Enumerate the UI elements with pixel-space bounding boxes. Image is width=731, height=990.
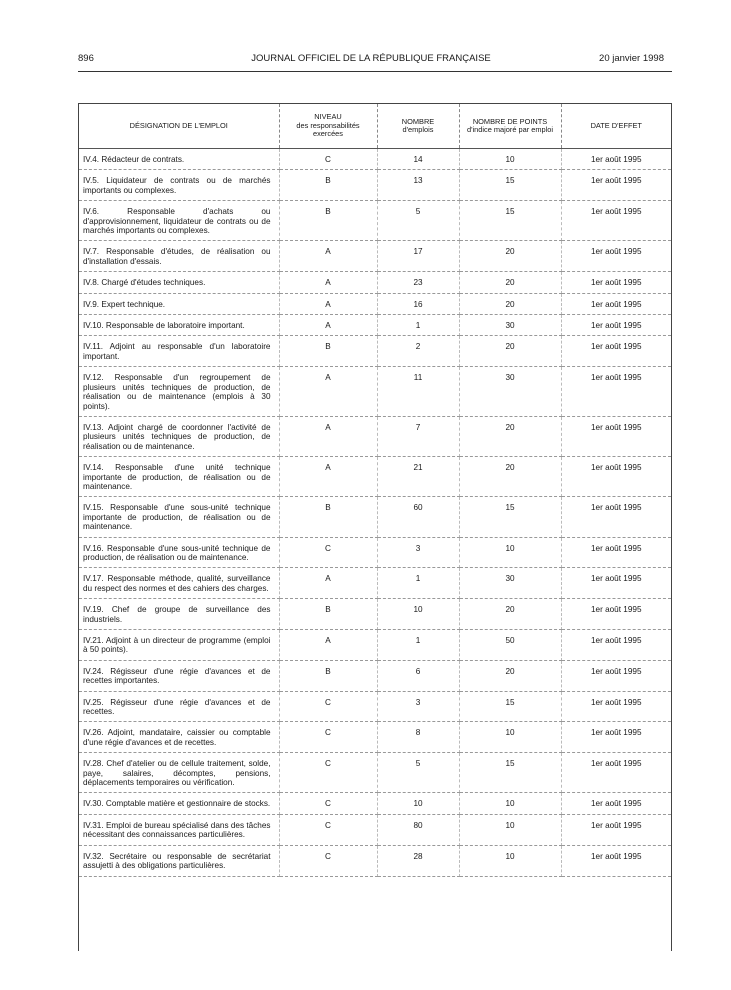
designation-cell: IV.32. Secrétaire ou responsable de secrétariat assujetti à des obligations particulières.	[79, 845, 279, 876]
points-cell: 20	[459, 660, 561, 691]
date-effet-cell: 1er août 1995	[561, 599, 671, 630]
nombre-cell: 14	[377, 149, 459, 170]
date-effet-cell: 1er août 1995	[561, 336, 671, 367]
designation-cell: IV.28. Chef d'atelier ou de cellule traitement, solde, paye, salaires, décomptes, pensions, déplacements temporaires ou vérification.	[79, 753, 279, 793]
column-header-designation-label: DÉSIGNATION DE L'EMPLOI	[129, 120, 228, 130]
table-row	[79, 845, 671, 876]
niveau-cell: A	[279, 568, 377, 599]
niveau-cell: A	[279, 457, 377, 497]
points-cell: 15	[459, 170, 561, 201]
points-cell: 15	[459, 753, 561, 793]
column-header-points	[459, 104, 561, 149]
date-effet-cell: 1er août 1995	[561, 660, 671, 691]
table-row	[79, 753, 671, 793]
points-cell: 15	[459, 691, 561, 722]
designation-cell: IV.12. Responsable d'un regroupement de plusieurs unités techniques de production, de réalisation ou de maintenance (emplois à 30 points).	[79, 367, 279, 417]
niveau-cell: B	[279, 599, 377, 630]
date-effet-cell: 1er août 1995	[561, 753, 671, 793]
niveau-cell: A	[279, 630, 377, 661]
points-cell: 10	[459, 537, 561, 568]
date-effet-cell: 1er août 1995	[561, 497, 671, 537]
table-row	[79, 170, 671, 201]
date-effet-cell: 1er août 1995	[561, 367, 671, 417]
niveau-cell: C	[279, 845, 377, 876]
designation-cell: IV.9. Expert technique.	[79, 293, 279, 314]
nombre-cell: 1	[377, 630, 459, 661]
emplois-table	[79, 104, 671, 877]
points-cell: 10	[459, 793, 561, 814]
points-cell: 50	[459, 630, 561, 661]
date-effet-cell: 1er août 1995	[561, 691, 671, 722]
date-effet-cell: 1er août 1995	[561, 722, 671, 753]
date-effet-cell: 1er août 1995	[561, 201, 671, 241]
niveau-cell: A	[279, 315, 377, 336]
table-row	[79, 568, 671, 599]
column-header-designation	[79, 104, 279, 149]
points-cell: 10	[459, 814, 561, 845]
niveau-cell: A	[279, 367, 377, 417]
niveau-cell: B	[279, 336, 377, 367]
table-row	[79, 630, 671, 661]
date-effet-cell: 1er août 1995	[561, 568, 671, 599]
designation-cell: IV.26. Adjoint, mandataire, caissier ou comptable d'une régie d'avances et de recettes.	[79, 722, 279, 753]
nombre-cell: 80	[377, 814, 459, 845]
points-cell: 20	[459, 272, 561, 293]
designation-cell: IV.16. Responsable d'une sous-unité technique de production, de réalisation ou de maintenance.	[79, 537, 279, 568]
date-effet-cell: 1er août 1995	[561, 630, 671, 661]
points-cell: 20	[459, 241, 561, 272]
niveau-cell: B	[279, 201, 377, 241]
nombre-cell: 11	[377, 367, 459, 417]
table-row	[79, 457, 671, 497]
journal-title: JOURNAL OFFICIEL DE LA RÉPUBLIQUE FRANÇAISE	[251, 53, 491, 64]
publication-date: 20 janvier 1998	[599, 53, 664, 64]
designation-cell: IV.11. Adjoint au responsable d'un laboratoire important.	[79, 336, 279, 367]
nombre-cell: 2	[377, 336, 459, 367]
nombre-cell: 3	[377, 537, 459, 568]
date-effet-cell: 1er août 1995	[561, 537, 671, 568]
column-header-niveau-sub: des responsabilités exercées	[296, 120, 360, 139]
table-row	[79, 814, 671, 845]
table-row	[79, 793, 671, 814]
nombre-cell: 10	[377, 599, 459, 630]
table-row	[79, 416, 671, 456]
points-cell: 30	[459, 367, 561, 417]
nombre-cell: 1	[377, 568, 459, 599]
designation-cell: IV.7. Responsable d'études, de réalisation ou d'installation d'essais.	[79, 241, 279, 272]
table-row	[79, 537, 671, 568]
niveau-cell: A	[279, 272, 377, 293]
designation-cell: IV.10. Responsable de laboratoire important.	[79, 315, 279, 336]
emplois-table-frame	[78, 103, 672, 951]
nombre-cell: 5	[377, 753, 459, 793]
points-cell: 15	[459, 201, 561, 241]
points-cell: 15	[459, 497, 561, 537]
date-effet-cell: 1er août 1995	[561, 814, 671, 845]
nombre-cell: 21	[377, 457, 459, 497]
date-effet-cell: 1er août 1995	[561, 457, 671, 497]
points-cell: 20	[459, 336, 561, 367]
nombre-cell: 6	[377, 660, 459, 691]
designation-cell: IV.31. Emploi de bureau spécialisé dans des tâches nécessitant des connaissances particulières.	[79, 814, 279, 845]
designation-cell: IV.4. Rédacteur de contrats.	[79, 149, 279, 170]
column-header-niveau-title: NIVEAU	[314, 112, 342, 122]
points-cell: 30	[459, 315, 561, 336]
nombre-cell: 7	[377, 416, 459, 456]
table-row	[79, 660, 671, 691]
date-effet-cell: 1er août 1995	[561, 793, 671, 814]
column-header-date-effet-label: DATE D'EFFET	[590, 120, 642, 130]
table-row	[79, 691, 671, 722]
niveau-cell: A	[279, 241, 377, 272]
points-cell: 10	[459, 149, 561, 170]
nombre-cell: 8	[377, 722, 459, 753]
header-rule	[78, 71, 672, 72]
nombre-cell: 10	[377, 793, 459, 814]
points-cell: 20	[459, 457, 561, 497]
points-cell: 20	[459, 416, 561, 456]
niveau-cell: C	[279, 793, 377, 814]
designation-cell: IV.21. Adjoint à un directeur de programme (emploi à 50 points).	[79, 630, 279, 661]
column-header-nombre-title: NOMBRE	[401, 116, 435, 126]
date-effet-cell: 1er août 1995	[561, 149, 671, 170]
niveau-cell: B	[279, 170, 377, 201]
points-cell: 10	[459, 845, 561, 876]
table-body	[79, 149, 671, 877]
niveau-cell: C	[279, 537, 377, 568]
designation-cell: IV.6. Responsable d'achats ou d'approvisionnement, liquidateur de contrats ou de marchés importants ou complexes.	[79, 201, 279, 241]
nombre-cell: 13	[377, 170, 459, 201]
nombre-cell: 16	[377, 293, 459, 314]
date-effet-cell: 1er août 1995	[561, 845, 671, 876]
niveau-cell: C	[279, 814, 377, 845]
niveau-cell: A	[279, 416, 377, 456]
points-cell: 30	[459, 568, 561, 599]
column-header-date-effet	[561, 104, 671, 149]
designation-cell: IV.15. Responsable d'une sous-unité technique importante de production, de réalisation ou de maintenance.	[79, 497, 279, 537]
table-row	[79, 722, 671, 753]
table-row	[79, 315, 671, 336]
niveau-cell: A	[279, 293, 377, 314]
designation-cell: IV.13. Adjoint chargé de coordonner l'activité de plusieurs unités techniques de production, de réalisation ou de maintenance.	[79, 416, 279, 456]
table-row	[79, 367, 671, 417]
designation-cell: IV.30. Comptable matière et gestionnaire de stocks.	[79, 793, 279, 814]
page-header	[78, 53, 664, 69]
table-row	[79, 293, 671, 314]
table-header-row	[79, 104, 671, 149]
table-row	[79, 201, 671, 241]
column-header-nombre-sub: d'emplois	[402, 125, 434, 134]
nombre-cell: 17	[377, 241, 459, 272]
table-row	[79, 149, 671, 170]
designation-cell: IV.19. Chef de groupe de surveillance des industriels.	[79, 599, 279, 630]
date-effet-cell: 1er août 1995	[561, 170, 671, 201]
points-cell: 20	[459, 599, 561, 630]
nombre-cell: 5	[377, 201, 459, 241]
designation-cell: IV.14. Responsable d'une unité technique importante de production, de réalisation ou de maintenance.	[79, 457, 279, 497]
date-effet-cell: 1er août 1995	[561, 293, 671, 314]
column-header-niveau	[279, 104, 377, 149]
nombre-cell: 1	[377, 315, 459, 336]
niveau-cell: B	[279, 497, 377, 537]
niveau-cell: C	[279, 149, 377, 170]
date-effet-cell: 1er août 1995	[561, 416, 671, 456]
niveau-cell: C	[279, 691, 377, 722]
nombre-cell: 3	[377, 691, 459, 722]
table-row	[79, 599, 671, 630]
niveau-cell: C	[279, 753, 377, 793]
table-row	[79, 272, 671, 293]
designation-cell: IV.24. Régisseur d'une régie d'avances et de recettes importantes.	[79, 660, 279, 691]
points-cell: 10	[459, 722, 561, 753]
niveau-cell: B	[279, 660, 377, 691]
column-header-points-sub: d'indice majoré par emploi	[466, 125, 554, 134]
designation-cell: IV.8. Chargé d'études techniques.	[79, 272, 279, 293]
table-row	[79, 241, 671, 272]
date-effet-cell: 1er août 1995	[561, 315, 671, 336]
date-effet-cell: 1er août 1995	[561, 272, 671, 293]
points-cell: 20	[459, 293, 561, 314]
table-row	[79, 336, 671, 367]
designation-cell: IV.5. Liquidateur de contrats ou de marchés importants ou complexes.	[79, 170, 279, 201]
page-number: 896	[78, 53, 94, 64]
table-row	[79, 497, 671, 537]
designation-cell: IV.17. Responsable méthode, qualité, surveillance du respect des normes et des cahiers des charges.	[79, 568, 279, 599]
niveau-cell: C	[279, 722, 377, 753]
designation-cell: IV.25. Régisseur d'une régie d'avances et de recettes.	[79, 691, 279, 722]
column-header-nombre	[377, 104, 459, 149]
column-header-points-title: NOMBRE DE POINTS	[472, 116, 548, 126]
nombre-cell: 28	[377, 845, 459, 876]
date-effet-cell: 1er août 1995	[561, 241, 671, 272]
nombre-cell: 60	[377, 497, 459, 537]
nombre-cell: 23	[377, 272, 459, 293]
